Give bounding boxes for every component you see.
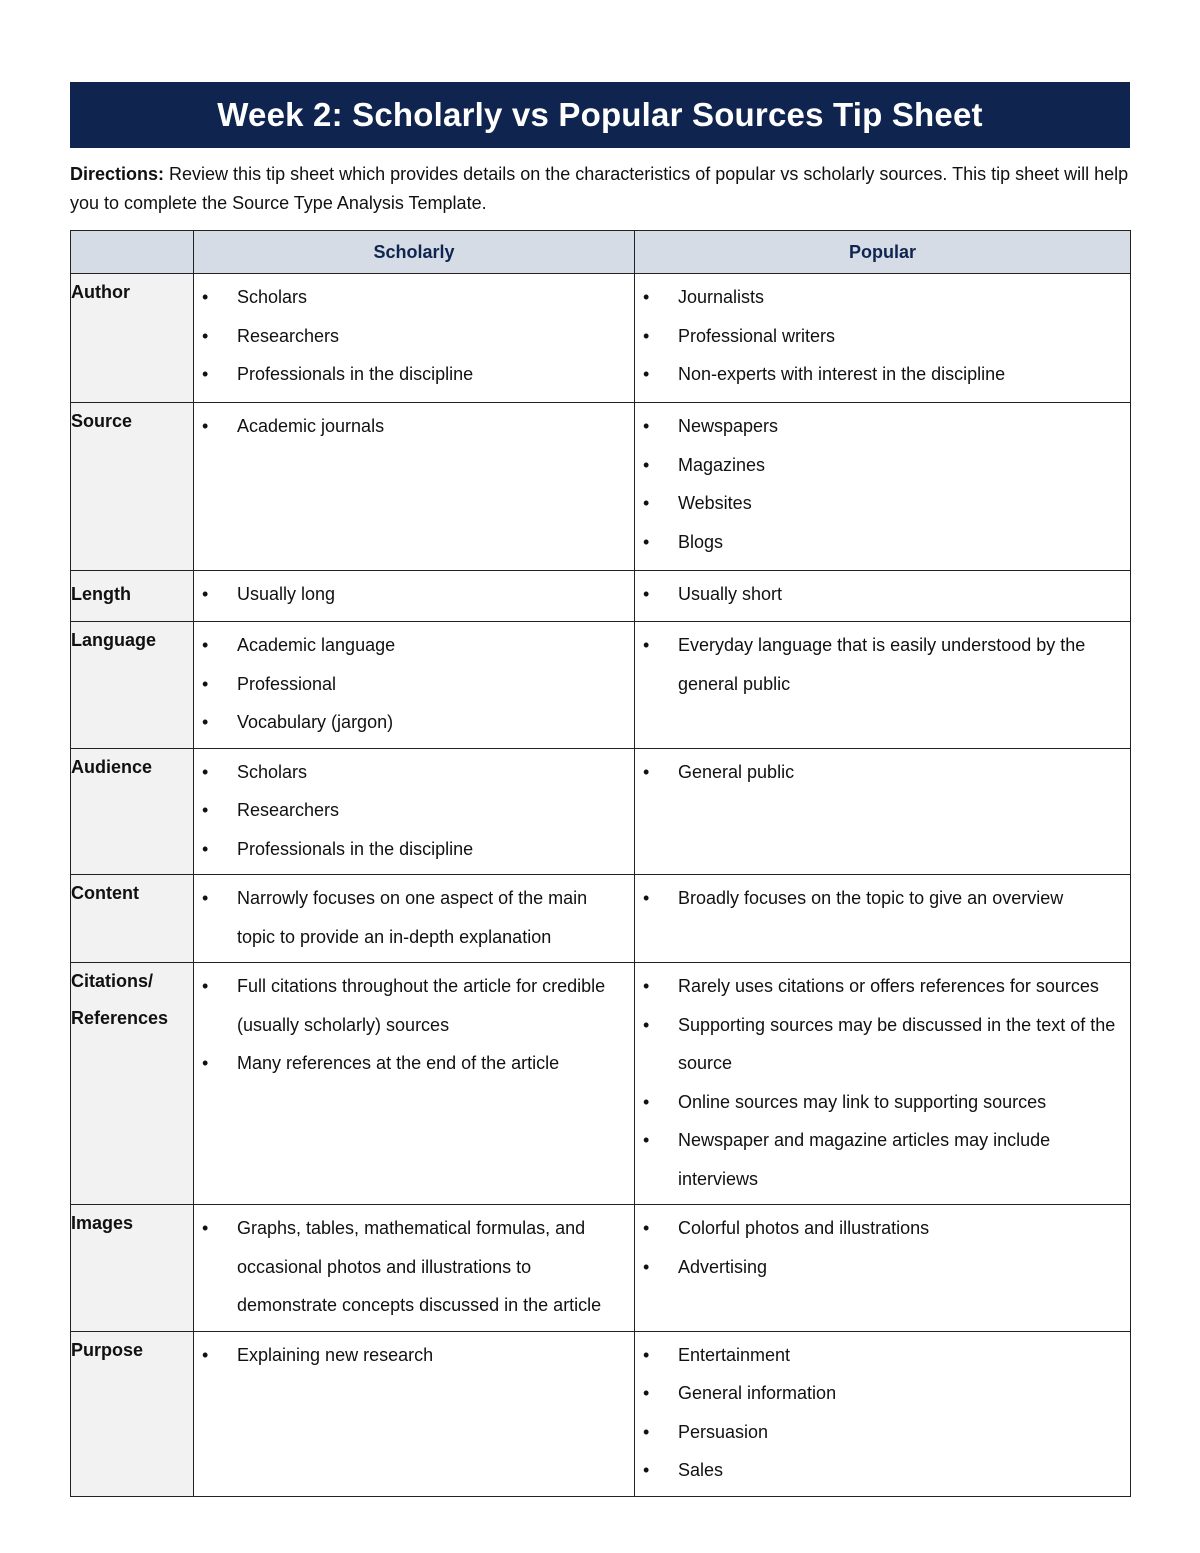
- list-item: • Supporting sources may be discussed in the text of the source: [635, 1006, 1120, 1083]
- popular-cell: [635, 571, 1131, 622]
- scholarly-list: [194, 1332, 634, 1381]
- scholarly-list: [194, 875, 634, 962]
- scholarly-cell: [194, 622, 635, 749]
- list-item: • Researchers: [194, 317, 624, 356]
- list-item: • Professionals in the discipline: [194, 830, 624, 869]
- scholarly-cell: [194, 571, 635, 622]
- row-label: Images: [71, 1205, 194, 1332]
- list-item: • Advertising: [635, 1248, 1120, 1287]
- list-item: • Persuasion: [635, 1413, 1120, 1452]
- popular-list: [635, 622, 1130, 709]
- list-item: • Journalists: [635, 278, 1120, 317]
- row-label: Content: [71, 875, 194, 963]
- row-label: Language: [71, 622, 194, 749]
- scholarly-cell: [194, 274, 635, 403]
- scholarly-cell: [194, 963, 635, 1205]
- list-item: • Professionals in the discipline: [194, 355, 624, 394]
- popular-list: [635, 274, 1130, 400]
- directions-paragraph: [70, 160, 1130, 218]
- list-item: • Blogs: [635, 523, 1120, 562]
- header-popular: Popular: [635, 231, 1131, 274]
- title-banner: [70, 82, 1130, 148]
- popular-cell: [635, 748, 1131, 875]
- list-item: • Professional writers: [635, 317, 1120, 356]
- list-item: • Scholars: [194, 278, 624, 317]
- popular-list: [635, 1332, 1130, 1496]
- list-item: • Usually short: [635, 575, 1120, 614]
- list-item: • Entertainment: [635, 1336, 1120, 1375]
- popular-cell: [635, 274, 1131, 403]
- table-row: [71, 1331, 1131, 1496]
- list-item: • Online sources may link to supporting sources: [635, 1083, 1120, 1122]
- list-item: • Websites: [635, 484, 1120, 523]
- comparison-table: [70, 230, 1131, 1497]
- list-item: • Sales: [635, 1451, 1120, 1490]
- header-corner-cell: [71, 231, 194, 274]
- table-row: [71, 748, 1131, 875]
- row-label: Source: [71, 403, 194, 571]
- table-row: [71, 274, 1131, 403]
- list-item: • Rarely uses citations or offers references for sources: [635, 967, 1120, 1006]
- popular-cell: [635, 1331, 1131, 1496]
- list-item: • Non-experts with interest in the discipline: [635, 355, 1120, 394]
- row-label: Length: [71, 571, 194, 622]
- scholarly-cell: [194, 1205, 635, 1332]
- table-row: [71, 1205, 1131, 1332]
- list-item: • Usually long: [194, 575, 624, 614]
- list-item: • Many references at the end of the article: [194, 1044, 624, 1083]
- directions-text: Review this tip sheet which provides details on the characteristics of popular vs scholarly sources. This tip sheet will help you to complete the Source Type Analysis Template.: [70, 164, 1129, 213]
- scholarly-list: [194, 571, 634, 620]
- list-item: • General public: [635, 753, 1120, 792]
- directions-label: Directions:: [70, 164, 165, 184]
- table-row: [71, 963, 1131, 1205]
- row-label: Author: [71, 274, 194, 403]
- list-item: • Magazines: [635, 446, 1120, 485]
- popular-cell: [635, 1205, 1131, 1332]
- popular-list: [635, 963, 1130, 1204]
- row-label: Citations/ References: [71, 963, 194, 1205]
- list-item: • General information: [635, 1374, 1120, 1413]
- header-scholarly: Scholarly: [194, 231, 635, 274]
- table-row: [71, 875, 1131, 963]
- list-item: • Researchers: [194, 791, 624, 830]
- list-item: • Academic language: [194, 626, 624, 665]
- row-label: Purpose: [71, 1331, 194, 1496]
- list-item: • Colorful photos and illustrations: [635, 1209, 1120, 1248]
- popular-list: [635, 571, 1130, 620]
- table-row: [71, 403, 1131, 571]
- scholarly-cell: [194, 403, 635, 571]
- list-item: • Scholars: [194, 753, 624, 792]
- list-item: • Everyday language that is easily understood by the general public: [635, 626, 1120, 703]
- table-body: [71, 274, 1131, 1497]
- popular-list: [635, 403, 1130, 567]
- table-header-row: [71, 231, 1131, 274]
- scholarly-list: [194, 274, 634, 400]
- list-item: • Full citations throughout the article for credible (usually scholarly) sources: [194, 967, 624, 1044]
- scholarly-list: [194, 749, 634, 875]
- popular-cell: [635, 622, 1131, 749]
- list-item: • Graphs, tables, mathematical formulas, and occasional photos and illustrations to demonstrate concepts discussed in the article: [194, 1209, 624, 1325]
- scholarly-list: [194, 963, 634, 1089]
- scholarly-list: [194, 1205, 634, 1331]
- list-item: • Newspaper and magazine articles may include interviews: [635, 1121, 1120, 1198]
- list-item: • Explaining new research: [194, 1336, 624, 1375]
- popular-list: [635, 875, 1130, 924]
- list-item: • Professional: [194, 665, 624, 704]
- page-title: Week 2: Scholarly vs Popular Sources Tip Sheet: [217, 96, 983, 133]
- scholarly-list: [194, 403, 634, 452]
- scholarly-cell: [194, 748, 635, 875]
- list-item: • Newspapers: [635, 407, 1120, 446]
- popular-cell: [635, 963, 1131, 1205]
- scholarly-cell: [194, 1331, 635, 1496]
- list-item: • Vocabulary (jargon): [194, 703, 624, 742]
- popular-cell: [635, 875, 1131, 963]
- scholarly-list: [194, 622, 634, 748]
- table-row: [71, 571, 1131, 622]
- popular-list: [635, 1205, 1130, 1292]
- row-label: Audience: [71, 748, 194, 875]
- popular-list: [635, 749, 1130, 798]
- table-row: [71, 622, 1131, 749]
- scholarly-cell: [194, 875, 635, 963]
- list-item: • Academic journals: [194, 407, 624, 446]
- list-item: • Narrowly focuses on one aspect of the main topic to provide an in-depth explanation: [194, 879, 624, 956]
- popular-cell: [635, 403, 1131, 571]
- list-item: • Broadly focuses on the topic to give an overview: [635, 879, 1120, 918]
